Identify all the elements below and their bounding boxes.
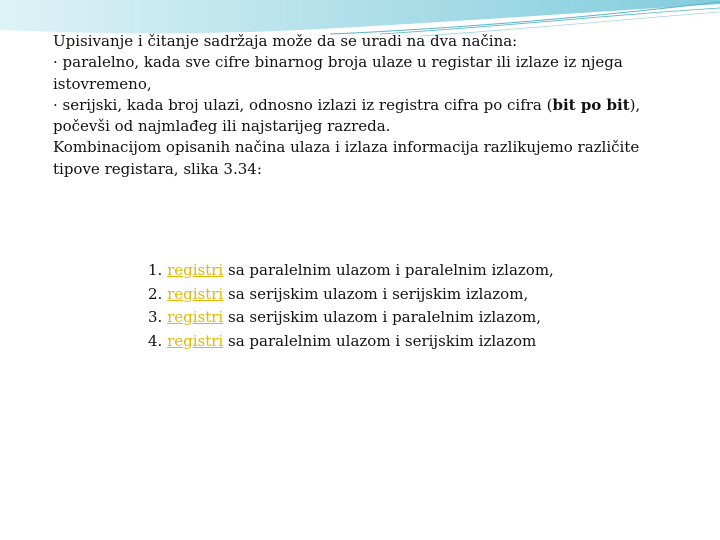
list-text: sa serijskim ulazom i serijskim izlazom, bbox=[223, 284, 529, 303]
registri-link[interactable]: registri bbox=[167, 284, 224, 303]
intro-line: počevši od najmlađeg ili najstarijeg razreda. bbox=[53, 117, 391, 136]
list-item bbox=[148, 259, 668, 283]
list-number: 4. bbox=[148, 331, 168, 350]
intro-text: ), bbox=[629, 95, 641, 114]
intro-line: istovremeno, bbox=[53, 74, 152, 93]
list-text: sa serijskim ulazom i paralelnim izlazom, bbox=[223, 308, 542, 326]
intro-text: · serijski, kada broj ulazi, odnosno izlazi iz registra cifra po cifra ( bbox=[53, 95, 553, 114]
intro-line: tipove registara, slika 3.34: bbox=[53, 159, 262, 178]
list-item bbox=[148, 306, 668, 330]
list-number: 2. bbox=[148, 284, 168, 303]
list-text: sa paralelnim ulazom i paralelnim izlazom, bbox=[223, 261, 554, 279]
register-types-list bbox=[148, 259, 668, 353]
registri-link[interactable]: registri bbox=[167, 261, 224, 279]
registri-link[interactable]: registri bbox=[167, 308, 224, 326]
registri-link[interactable]: registri bbox=[167, 331, 224, 350]
intro-paragraph bbox=[53, 31, 673, 180]
intro-line: Kombinacijom opisanih načina ulaza i izlaza informacija razlikujemo različite bbox=[53, 138, 640, 157]
list-number: 1. bbox=[148, 261, 168, 279]
list-text: sa paralelnim ulazom i serijskim izlazom bbox=[223, 331, 537, 350]
list-number: 3. bbox=[148, 308, 168, 326]
intro-line: · paralelno, kada sve cifre binarnog broja ulaze u registar ili izlaze iz njega bbox=[53, 53, 623, 72]
intro-line bbox=[53, 95, 673, 116]
intro-line: Upisivanje i čitanje sadržaja može da se uradi na dva načina: bbox=[53, 32, 518, 50]
list-item bbox=[148, 283, 668, 307]
list-item bbox=[148, 330, 668, 354]
bit-po-bit-text: bit po bit bbox=[552, 95, 630, 114]
